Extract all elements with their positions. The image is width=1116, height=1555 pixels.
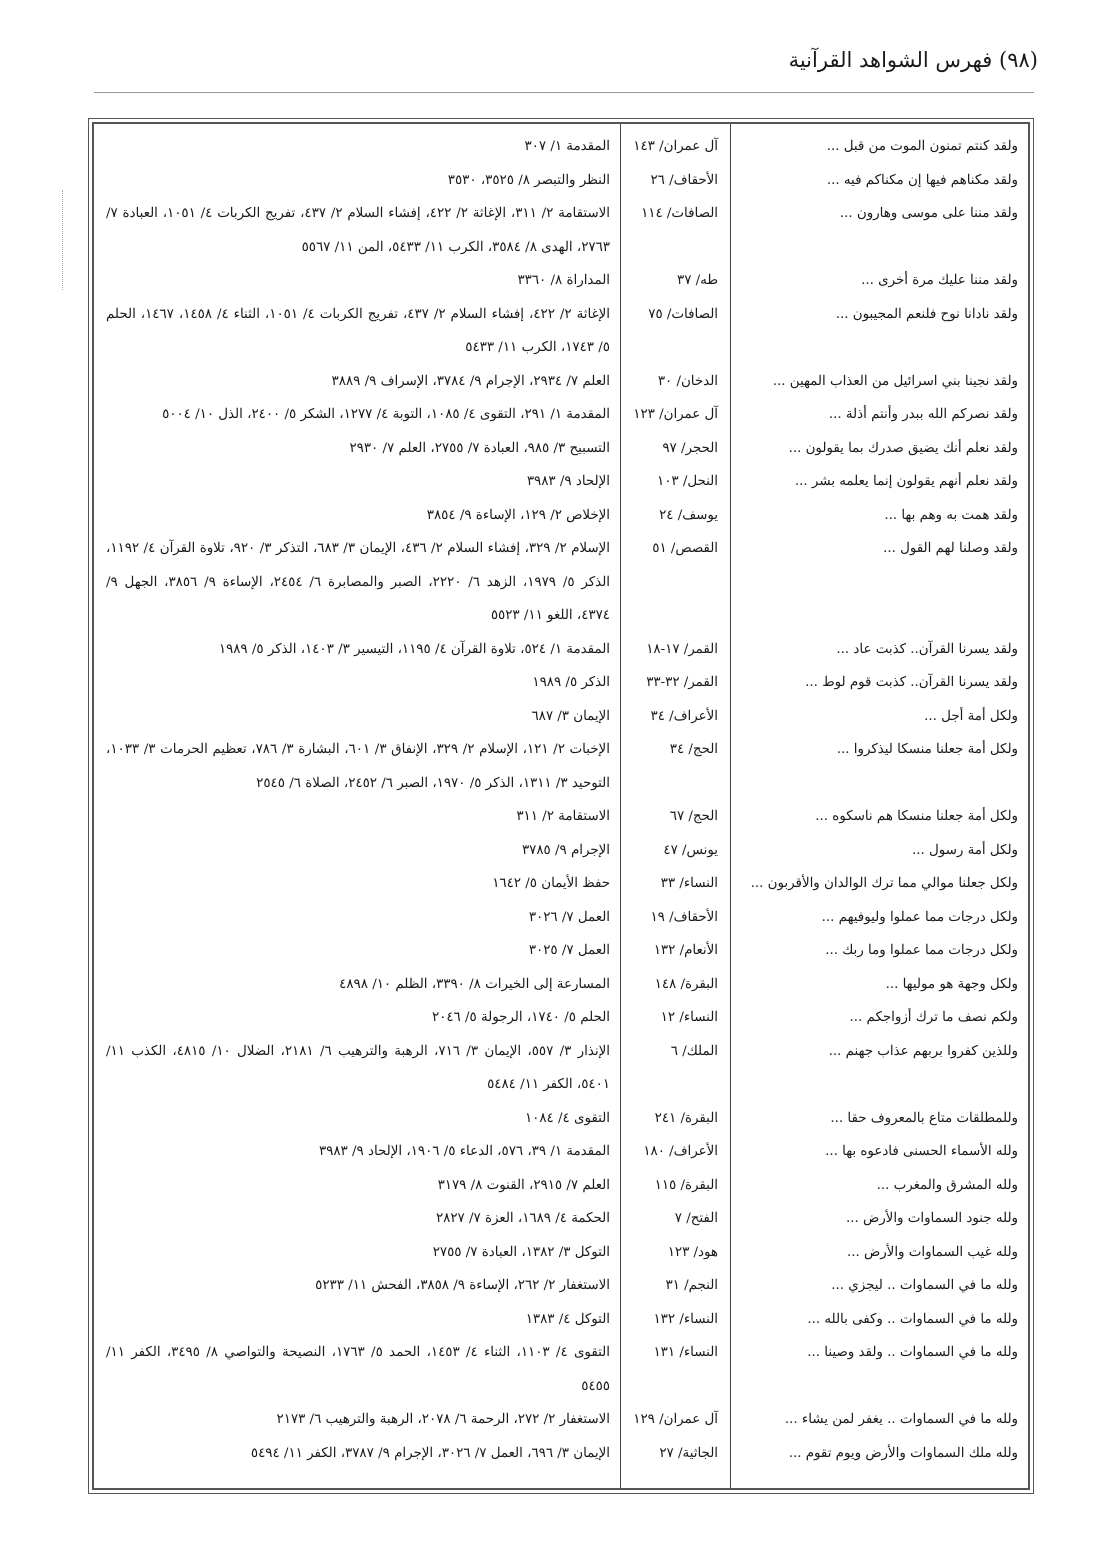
reference-cell: القمر/ ١٧-١٨ <box>646 641 718 657</box>
verse-cell: ولقد يسرنا القرآن.. كذبت قوم لوط ... <box>805 675 1018 690</box>
topics-cell: الإغاثة ٢/ ٤٢٢، إفشاء السلام ٢/ ٤٣٧، تفريج الكربات ٤/ ١٠٥١، الثناء ٤/ ١٤٥٨، ١٤٦٧، الحلم ٥/ ١٧٤٣، الكرب ١١/ ٥٤٣٣ <box>106 306 610 355</box>
reference-cell: البقرة/ ٢٤١ <box>654 1110 718 1126</box>
reference-cell: طه/ ٣٧ <box>677 273 718 288</box>
topics-cell: الذكر ٥/ ١٩٨٩ <box>532 675 610 690</box>
reference-cell: الدخان/ ٣٠ <box>657 373 718 389</box>
verse-cell: ولقد نصركم الله ببدر وأنتم أذلة ... <box>828 407 1018 422</box>
verse-cell: ولكل جعلنا موالي مما ترك الوالدان والأقربون ... <box>750 876 1018 891</box>
reference-cell: الأحقاف/ ٢٦ <box>650 172 718 188</box>
verse-cell: ولكل أمة رسول ... <box>911 842 1018 858</box>
reference-cell: الصافات/ ٧٥ <box>648 306 718 322</box>
reference-cell: الأعراف/ ٣٤ <box>650 708 718 724</box>
table-row <box>94 968 1028 1002</box>
page-number: (٩٨) <box>999 48 1038 72</box>
verse-cell: ولقد مكناهم فيها إن مكناكم فيه ... <box>826 172 1018 188</box>
verse-cell: ولله ما في السماوات .. وكفى بالله ... <box>807 1311 1018 1327</box>
table-row <box>94 1202 1028 1236</box>
topics-cell: الاستقامة ٢/ ٣١١، الإغاثة ٢/ ٤٢٢، إفشاء السلام ٢/ ٤٣٧، تفريج الكربات ٤/ ١٠٥١، العبادة ٧/ ٢٧٦٣، الهدى ٨/ ٣٥٨٤، الكرب ١١/ ٥٤٣٣، المن ١١/ ٥٥٦٧ <box>106 206 611 255</box>
header-divider <box>94 92 1034 93</box>
topics-cell: المقدمة ١/ ٣٩، ٥٧٦، الدعاء ٥/ ١٩٠٦، الإلحاد ٩/ ٣٩٨٣ <box>318 1144 610 1159</box>
topics-cell: العلم ٧/ ٢٩١٥، القنوت ٨/ ٣١٧٩ <box>437 1177 610 1193</box>
reference-cell: النساء/ ١٣١ <box>653 1345 718 1360</box>
reference-cell: النحل/ ١٠٣ <box>657 474 718 489</box>
topics-cell: الحكمة ٤/ ١٦٨٩، العزة ٧/ ٢٨٢٧ <box>435 1211 610 1226</box>
table-row <box>94 1437 1028 1471</box>
reference-cell: يونس/ ٤٧ <box>663 842 718 858</box>
verse-cell: ولله جنود السماوات والأرض ... <box>846 1211 1018 1226</box>
reference-cell: القمر/ ٣٢-٣٣ <box>646 675 718 690</box>
table-row <box>94 164 1028 198</box>
reference-cell: الأنعام/ ١٣٢ <box>653 943 718 958</box>
reference-cell: هود/ ١٢٣ <box>667 1244 718 1260</box>
verse-cell: ولقد نعلم أنك يضيق صدرك بما يقولون ... <box>788 440 1018 456</box>
topics-cell: التقوى ٤/ ١٠٨٤ <box>524 1110 610 1126</box>
verse-cell: ولله ما في السماوات .. يغفر لمن يشاء ... <box>784 1412 1018 1427</box>
table-row <box>94 800 1028 834</box>
verse-cell: وللمطلقات متاع بالمعروف حقا ... <box>830 1110 1018 1126</box>
table-row <box>94 532 1028 633</box>
page-title: فهرس الشواهد القرآنية <box>788 48 993 72</box>
topics-cell: الاستغفار ٢/ ٢٧٢، الرحمة ٦/ ٢٠٧٨، الرهبة والترهيب ٦/ ٢١٧٣ <box>276 1412 610 1427</box>
verse-cell: ولله غيب السماوات والأرض ... <box>847 1244 1018 1260</box>
reference-cell: النجم/ ٣١ <box>665 1278 718 1293</box>
reference-cell: الأحقاف/ ١٩ <box>650 909 718 925</box>
topics-cell: التسبيح ٣/ ٩٨٥، العبادة ٧/ ٢٧٥٥، العلم ٧/ ٢٩٣٠ <box>349 440 610 456</box>
topics-cell: الإيمان ٣/ ٦٩٦، العمل ٧/ ٣٠٢٦، الإجرام ٩/ ٣٧٨٧، الكفر ١١/ ٥٤٩٤ <box>250 1445 610 1461</box>
reference-cell: النساء/ ١٢ <box>660 1010 718 1025</box>
reference-cell: آل عمران/ ١٢٣ <box>633 407 718 422</box>
table-row <box>94 867 1028 901</box>
topics-cell: المداراة ٨/ ٣٣٦٠ <box>517 273 610 288</box>
verse-cell: ولله ما في السماوات .. ولقد وصينا ... <box>807 1345 1018 1360</box>
table-row <box>94 1236 1028 1270</box>
table-row <box>94 1336 1028 1403</box>
table-body <box>94 130 1028 1470</box>
topics-cell: الإجرام ٩/ ٣٧٨٥ <box>521 842 610 858</box>
table-row <box>94 934 1028 968</box>
reference-cell: النساء/ ٣٣ <box>660 876 718 891</box>
verse-cell: ولكل أمة أجل ... <box>924 708 1018 724</box>
verse-cell: ولكل درجات مما عملوا وليوفيهم ... <box>821 909 1018 925</box>
reference-cell: الحج/ ٣٤ <box>669 742 718 757</box>
reference-cell: النساء/ ١٣٢ <box>653 1311 718 1327</box>
table-row <box>94 834 1028 868</box>
reference-cell: يوسف/ ٢٤ <box>659 507 718 523</box>
verse-cell: ولله ما في السماوات .. ليجزي ... <box>831 1278 1018 1293</box>
verse-cell: ولقد وصلنا لهم القول ... <box>883 541 1018 556</box>
verse-cell: ولله المشرق والمغرب ... <box>876 1177 1018 1193</box>
verse-cell: ولكل أمة جعلنا منسكا هم ناسكوه ... <box>815 809 1018 824</box>
topics-cell: المقدمة ١/ ٥٢٤، تلاوة القرآن ٤/ ١١٩٥، التيسير ٣/ ١٤٠٣، الذكر ٥/ ١٩٨٩ <box>218 641 610 657</box>
reference-cell: البقرة/ ١٤٨ <box>654 976 718 992</box>
reference-cell: آل عمران/ ١٢٩ <box>633 1412 718 1427</box>
topics-cell: المقدمة ١/ ٢٩١، التقوى ٤/ ١٠٨٥، التوبة ٤/ ١٢٧٧، الشكر ٥/ ٢٤٠٠، الذل ١٠/ ٥٠٠٤ <box>162 407 610 422</box>
topics-cell: الإسلام ٢/ ٣٢٩، إفشاء السلام ٢/ ٤٣٦، الإيمان ٣/ ٦٨٣، التذكر ٣/ ٩٢٠، تلاوة القرآن ٤/ ١١٩٢، الذكر ٥/ ١٩٧٩، الزهد ٦/ ٢٢٢٠، الصبر والمصابرة ٦/ ٢٤٥٤، الإساءة ٩/ ٣٨٥٦، الجهل ٩/ ٤٣٧٤، اللغو ١١/ ٥٥٢٣ <box>106 541 611 623</box>
topics-cell: التوكل ٤/ ١٣٨٣ <box>525 1311 610 1327</box>
verse-cell: ولكل درجات مما عملوا وما ربك ... <box>825 943 1018 958</box>
verse-cell: ولقد مننا عليك مرة أخرى ... <box>861 273 1018 288</box>
table-row <box>94 1035 1028 1102</box>
topics-cell: الاستغفار ٢/ ٢٦٢، الإساءة ٩/ ٣٨٥٨، الفحش ١١/ ٥٢٣٣ <box>315 1278 610 1293</box>
verse-cell: ولقد كنتم تمنون الموت من قبل ... <box>826 139 1018 154</box>
reference-cell: الحج/ ٦٧ <box>669 809 718 824</box>
table-row <box>94 733 1028 800</box>
table-row <box>94 197 1028 264</box>
table-row <box>94 633 1028 667</box>
topics-cell: التقوى ٤/ ١١٠٣، الثناء ٤/ ١٤٥٣، الحمد ٥/ ١٧٦٣، النصيحة والتواصي ٨/ ٣٤٩٥، الكفر ١١/ ٥٤٥٥ <box>106 1345 610 1394</box>
verse-cell: ولكم نصف ما ترك أزواجكم ... <box>849 1010 1018 1025</box>
reference-cell: القصص/ ٥١ <box>652 541 718 556</box>
topics-cell: الاستقامة ٢/ ٣١١ <box>516 809 610 824</box>
table-row <box>94 1135 1028 1169</box>
index-table <box>92 122 1030 1490</box>
table-row <box>94 1169 1028 1203</box>
verse-cell: ولكل وجهة هو موليها ... <box>885 976 1018 992</box>
verse-cell: وللذين كفروا بربهم عذاب جهنم ... <box>828 1043 1018 1059</box>
table-row <box>94 398 1028 432</box>
reference-cell: الملك/ ٦ <box>670 1043 718 1059</box>
verse-cell: ولله الأسماء الحسنى فادعوه بها ... <box>825 1144 1018 1159</box>
reference-cell: البقرة/ ١١٥ <box>654 1177 718 1193</box>
topics-cell: التوكل ٣/ ١٣٨٢، العبادة ٧/ ٢٧٥٥ <box>432 1244 610 1260</box>
table-row <box>94 365 1028 399</box>
table-row <box>94 1303 1028 1337</box>
table-row <box>94 1102 1028 1136</box>
reference-cell: آل عمران/ ١٤٣ <box>633 139 718 154</box>
table-row <box>94 298 1028 365</box>
topics-cell: الإلحاد ٩/ ٣٩٨٣ <box>526 474 610 489</box>
table-row <box>94 1403 1028 1437</box>
topics-cell: المسارعة إلى الخيرات ٨/ ٣٣٩٠، الظلم ١٠/ ٤٨٩٨ <box>339 976 610 992</box>
table-row <box>94 499 1028 533</box>
topics-cell: الإخلاص ٢/ ١٢٩، الإساءة ٩/ ٣٨٥٤ <box>426 507 610 523</box>
topics-cell: العلم ٧/ ٢٩٣٤، الإجرام ٩/ ٣٧٨٤، الإسراف ٩/ ٣٨٨٩ <box>331 373 610 389</box>
topics-cell: النظر والتبصر ٨/ ٣٥٢٥، ٣٥٣٠ <box>447 172 610 188</box>
verse-cell: ولقد يسرنا القرآن.. كذبت عاد ... <box>836 641 1018 657</box>
topics-cell: الإخبات ٢/ ١٢١، الإسلام ٢/ ٣٢٩، الإنفاق ٣/ ٦٠١، البشارة ٣/ ٧٨٦، تعظيم الحرمات ٣/ ١٠٣٣، التوحيد ٣/ ١٣١١، الذكر ٥/ ١٩٧٠، الصبر ٦/ ٢٤٥٢، الصلاة ٦/ ٢٥٤٥ <box>106 742 610 791</box>
topics-cell: حفظ الأيمان ٥/ ١٦٤٢ <box>492 876 610 891</box>
verse-cell: ولله ملك السماوات والأرض ويوم تقوم ... <box>788 1445 1018 1461</box>
table-row <box>94 1001 1028 1035</box>
verse-cell: ولكل أمة جعلنا منسكا ليذكروا ... <box>836 742 1018 757</box>
margin-mark <box>62 190 63 290</box>
topics-cell: الحلم ٥/ ١٧٤٠، الرجولة ٥/ ٢٠٤٦ <box>431 1010 610 1025</box>
page-header <box>789 48 1038 72</box>
reference-cell: الحجر/ ٩٧ <box>662 440 718 456</box>
table-row <box>94 130 1028 164</box>
reference-cell: الفتح/ ٧ <box>674 1211 718 1226</box>
reference-cell: الجاثية/ ٢٧ <box>659 1445 718 1461</box>
verse-cell: ولقد همت به وهم بها ... <box>884 507 1018 523</box>
table-row <box>94 666 1028 700</box>
table-row <box>94 465 1028 499</box>
topics-cell: الإيمان ٣/ ٦٨٧ <box>531 708 610 724</box>
table-row <box>94 264 1028 298</box>
topics-cell: المقدمة ١/ ٣٠٧ <box>524 139 610 154</box>
table-row <box>94 432 1028 466</box>
verse-cell: ولقد مننا على موسى وهارون ... <box>839 206 1018 221</box>
table-row <box>94 700 1028 734</box>
table-row <box>94 1269 1028 1303</box>
table-row <box>94 901 1028 935</box>
topics-cell: الإنذار ٣/ ٥٥٧، الإيمان ٣/ ٧١٦، الرهبة والترهيب ٦/ ٢١٨١، الضلال ١٠/ ٤٨١٥، الكذب ١١/ ٥٤٠١، الكفر ١١/ ٥٤٨٤ <box>106 1043 610 1092</box>
verse-cell: ولقد نعلم أنهم يقولون إنما يعلمه بشر ... <box>794 474 1018 489</box>
reference-cell: الصافات/ ١١٤ <box>641 206 718 221</box>
verse-cell: ولقد نادانا نوح فلنعم المجيبون ... <box>835 306 1018 322</box>
verse-cell: ولقد نجينا بني اسرائيل من العذاب المهين ... <box>772 373 1018 389</box>
topics-cell: العمل ٧/ ٣٠٢٥ <box>528 943 610 958</box>
reference-cell: الأعراف/ ١٨٠ <box>643 1144 718 1159</box>
topics-cell: العمل ٧/ ٣٠٢٦ <box>528 909 610 925</box>
